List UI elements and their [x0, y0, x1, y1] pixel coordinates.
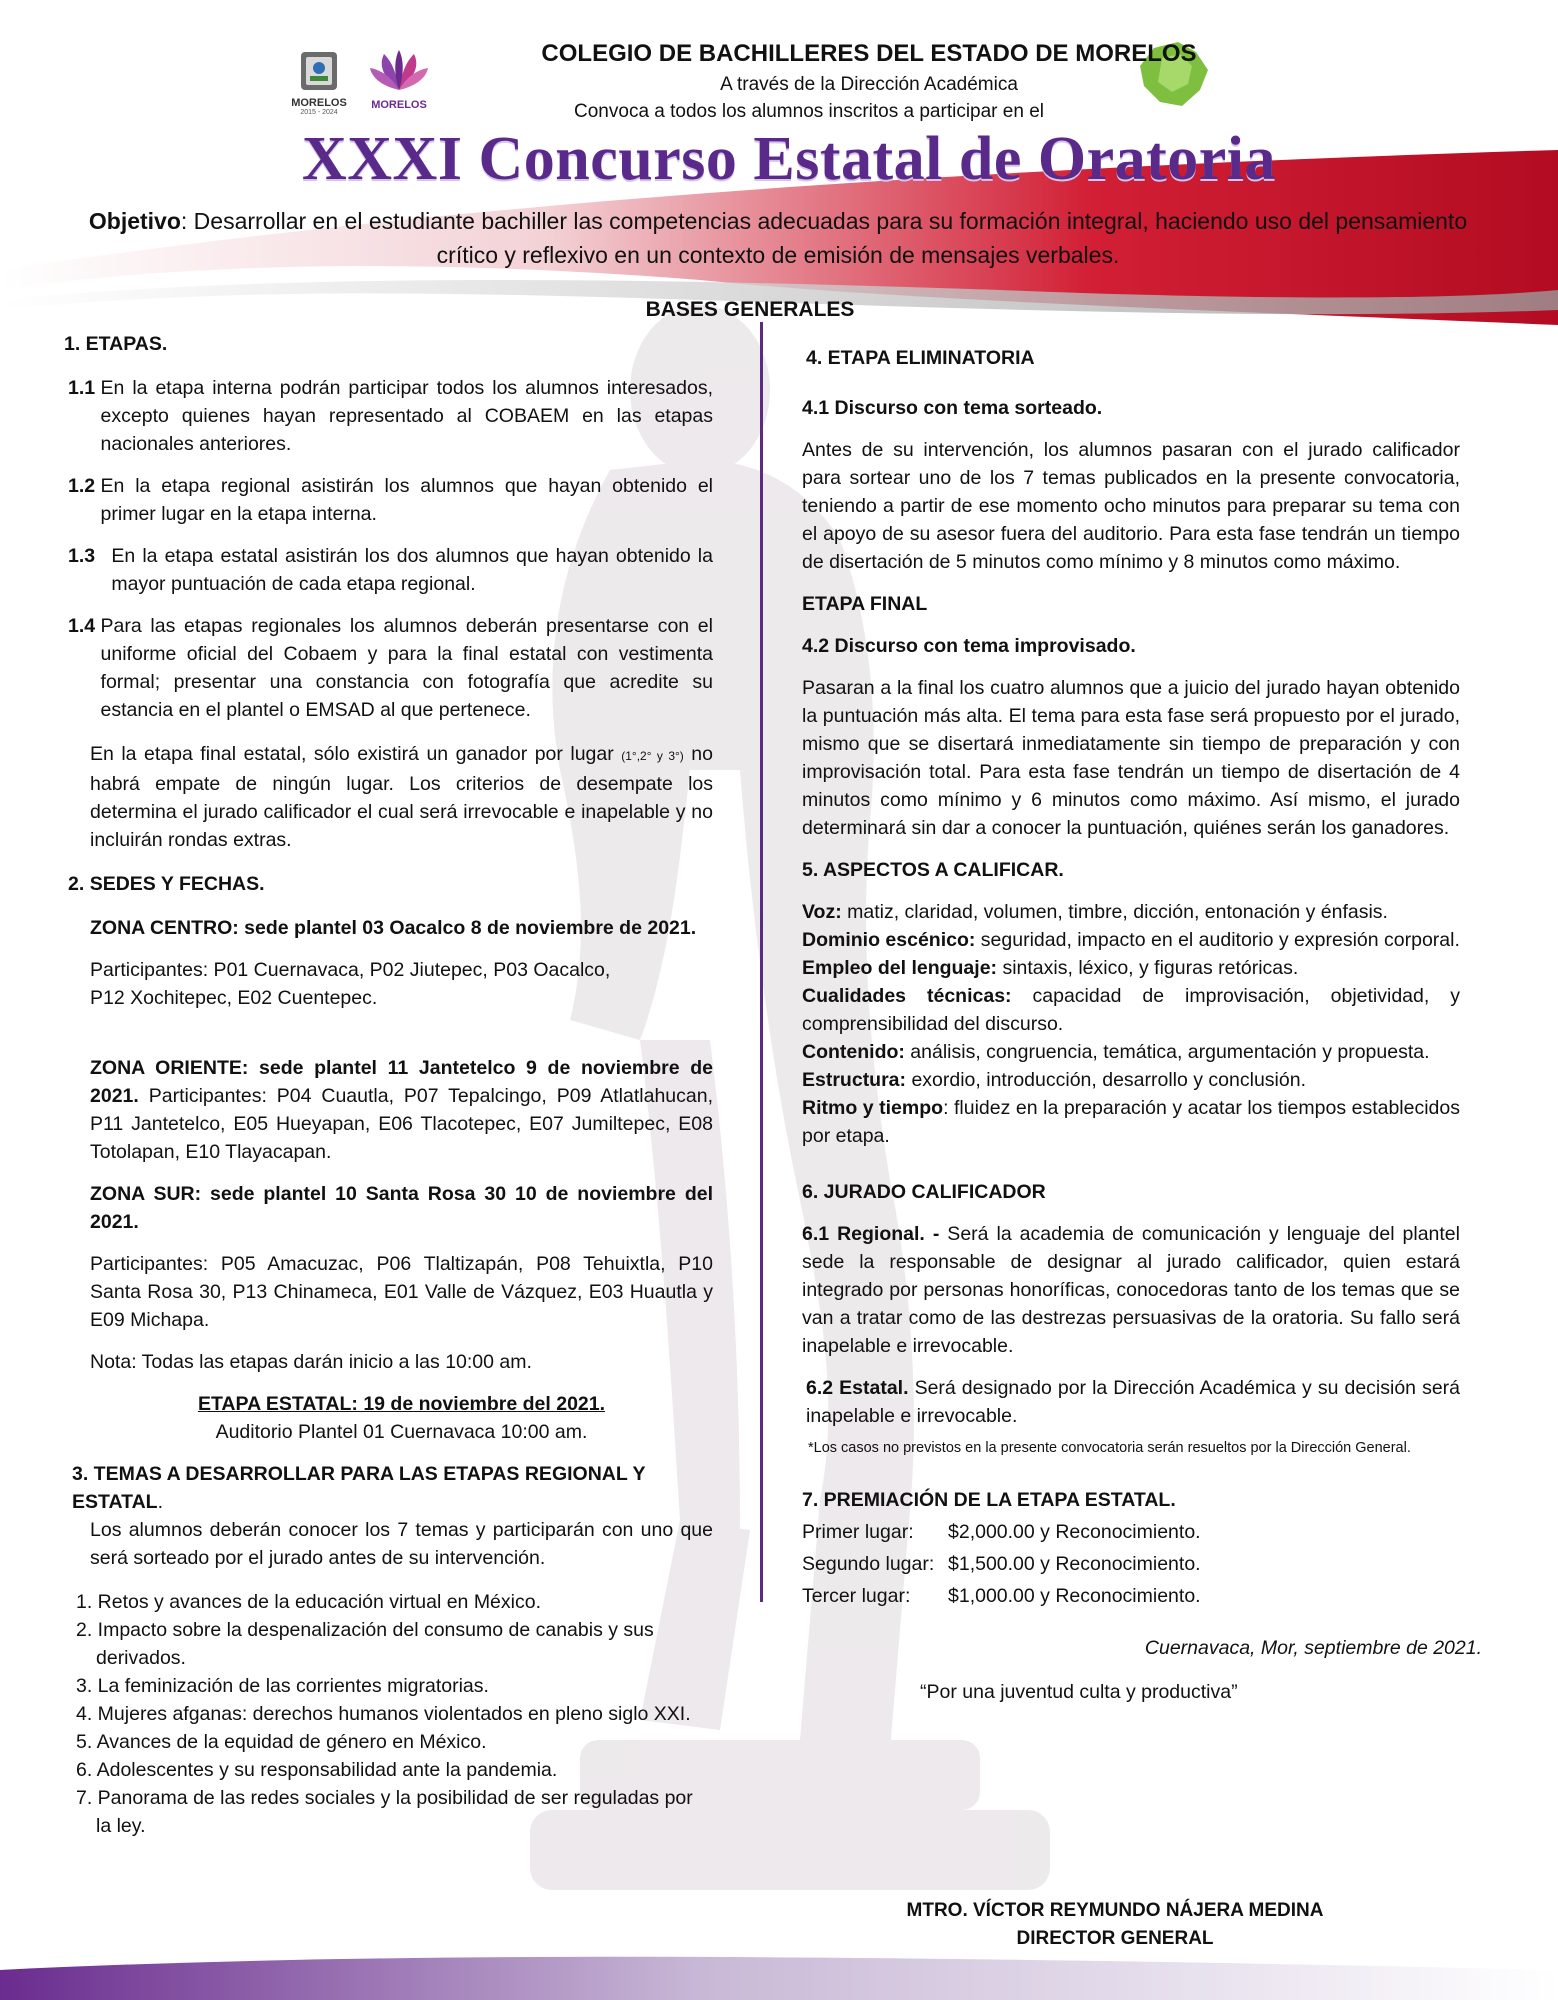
right-column	[802, 344, 1482, 1706]
prize-row	[802, 1580, 1460, 1612]
tema-item: 1. Retos y avances de la educación virtual en México.	[76, 1591, 542, 1613]
signatory-role: DIRECTOR GENERAL	[1016, 1928, 1214, 1949]
item-number: 1.1	[68, 377, 101, 399]
objective-label: Objetivo	[88, 208, 181, 234]
section62-label: 6.2 Estatal.	[806, 1377, 909, 1399]
aspect-text: : fluidez en la preparación y acatar los tiempos establecidos por etapa.	[802, 1097, 1460, 1147]
aspect-label: Dominio escénico:	[802, 929, 976, 951]
place-and-date: Cuernavaca, Mor, septiembre de 2021.	[1144, 1637, 1482, 1659]
section4-title: 4. ETAPA ELIMINATORIA	[806, 347, 1035, 369]
header-subtitle-2: Convoca a todos los alumnos inscritos a participar en el	[574, 101, 1044, 122]
temas-list	[68, 1588, 713, 1840]
section2-title	[68, 870, 713, 898]
prize-label: Primer lugar:	[802, 1521, 914, 1543]
aspect-text: seguridad, impacto en el auditorio y expresión corporal.	[975, 929, 1460, 951]
aspect-label: Voz:	[802, 901, 842, 923]
section42-title: 4.2 Discurso con tema improvisado.	[802, 635, 1136, 657]
section41-title: 4.1 Discurso con tema sorteado.	[802, 397, 1103, 419]
section2-num: 2	[68, 873, 79, 895]
section3-intro: Los alumnos deberán conocer los 7 temas y participarán con uno que será sorteado por el jurado antes de su intervención.	[90, 1519, 713, 1569]
section42-text: Pasaran a la final los cuatro alumnos que a juicio del jurado hayan obtenido la puntuación más alta. El tema para esta fase será propuesto por el jurado, mismo que se disertará inmediatamente sin tiempo de preparación y con improvisación total. Para esta fase tendrán un tiempo de disertación de 4 minutos como mínimo y 6 minutos como máximo. Así mismo, el jurado determinará sin dar a conocer la puntuación, quiénes serán los ganadores.	[802, 677, 1460, 839]
prize-value: $1,000.00 y Reconocimiento.	[948, 1585, 1201, 1607]
tema-item: 2. Impacto sobre la despenalización del consumo de canabis y sus derivados.	[76, 1619, 654, 1669]
start-time-note: Nota: Todas las etapas darán inicio a las 10:00 am.	[90, 1351, 532, 1373]
item-text: En la etapa regional asistirán los alumnos que hayan obtenido el primer lugar en la etapa interna.	[100, 475, 713, 525]
prize-value: $2,000.00 y Reconocimiento.	[948, 1521, 1201, 1543]
item-number: 1.4	[68, 615, 101, 637]
bases-title: BASES GENERALES	[645, 298, 855, 321]
signatory-name: MTRO. VÍCTOR REYMUNDO NÁJERA MEDINA	[906, 1900, 1324, 1921]
tie-rule-places: (1°,2° y 3°)	[621, 749, 684, 763]
aspect-label: Estructura:	[802, 1069, 907, 1091]
logo2-caption: MORELOS	[371, 99, 427, 111]
header-subtitle-1: A través de la Dirección Académica	[720, 74, 1018, 95]
aspect-item	[802, 1066, 1460, 1094]
item-text: En la etapa estatal asistirán los dos alumnos que hayan obtenido la mayor puntuación de cada etapa regional.	[111, 545, 713, 595]
section41-text: Antes de su intervención, los alumnos pasaran con el jurado calificador para sortear uno de los 7 temas publicados en la presente convocatoria, teniendo a partir de ese momento ocho minutos para preparar su tema con el apoyo de su asesor fuera del auditorio. Para esta fase tendrán un tiempo de disertación de 5 minutos como mínimo y 8 minutos como máximo.	[802, 439, 1460, 573]
etapa-estatal-date: ETAPA ESTATAL: 19 de noviembre del 2021.	[197, 1393, 606, 1415]
prize-row	[802, 1548, 1460, 1580]
item-number: 1.2	[68, 475, 101, 497]
item-1-2	[68, 472, 713, 528]
unforeseen-cases-note: *Los casos no previstos en la presente convocatoria serán resueltos por la Dirección General.	[808, 1440, 1411, 1456]
tema-item: 7. Panorama de las redes sociales y la posibilidad de ser reguladas por la ley.	[76, 1787, 693, 1837]
aspect-text: capacidad de improvisación, objetividad, y comprensibilidad del discurso.	[802, 985, 1460, 1035]
aspect-item	[802, 898, 1460, 926]
zona-sur: ZONA SUR: sede plantel 10 Santa Rosa 30 10 de noviembre del 2021.	[90, 1183, 713, 1233]
aspect-label: Empleo del lenguaje:	[802, 957, 998, 979]
motto: “Por una juventud culta y productiva”	[920, 1681, 1238, 1703]
section3-label: 3. TEMAS A DESARROLLAR PARA LAS ETAPAS REGIONAL Y ESTATAL	[72, 1463, 646, 1513]
aspect-label: Cualidades técnicas:	[802, 985, 1012, 1007]
item-text: En la etapa interna podrán participar todos los alumnos interesados, excepto quienes hayan representado al COBAEM en las etapas nacionales anteriores.	[100, 377, 713, 455]
prize-label: Tercer lugar:	[802, 1585, 911, 1607]
section5-title: 5. ASPECTOS A CALIFICAR.	[802, 859, 1064, 881]
prizes	[802, 1516, 1460, 1612]
left-column	[64, 330, 713, 1840]
contest-title: XXXI Concurso Estatal de Oratoria	[302, 125, 1276, 193]
section3-dot: .	[157, 1491, 163, 1513]
signature-block	[880, 1897, 1350, 1953]
objective	[88, 204, 1468, 272]
section1-title: 1. ETAPAS.	[64, 333, 168, 355]
section61-text: Será la academia de comunicación y lenguaje del plantel sede la responsable de designar al jurado calificador, quien estará integrado por personas honoríficas, conocedoras tanto de los temas que se van a tratar como de las destrezas persuasivas de la oratoria. Su fallo será inapelable e irrevocable.	[802, 1223, 1460, 1357]
tie-rule-a: En la etapa final estatal, sólo existirá un ganador por lugar	[90, 743, 622, 765]
aspect-item	[802, 1094, 1460, 1150]
prize-label: Segundo lugar:	[802, 1553, 935, 1575]
zona-oriente-title: ZONA ORIENTE: sede plantel 11 Jantetelco 9 de noviembre de 2021.	[90, 1057, 713, 1107]
footer-bar-decoration	[0, 1950, 1558, 2000]
prize-value: $1,500.00 y Reconocimiento.	[948, 1553, 1201, 1575]
aspect-label: Ritmo y tiempo	[802, 1097, 944, 1119]
objective-text: : Desarrollar en el estudiante bachiller las competencias adecuadas para su formación integral, haciendo uso del pensamiento crítico y reflexivo en un contexto de emisión de mensajes verbales.	[180, 208, 1468, 268]
prize-row	[802, 1516, 1460, 1548]
section7-title: 7. PREMIACIÓN DE LA ETAPA ESTATAL.	[802, 1489, 1176, 1511]
zona-sur-participants: Participantes: P05 Amacuzac, P06 Tlaltizapán, P08 Tehuixtla, P10 Santa Rosa 30, P13 Chinameca, E01 Valle de Vázquez, E03 Huautla y E09 Michapa.	[90, 1253, 713, 1331]
etapa-estatal-venue: Auditorio Plantel 01 Cuernavaca 10:00 am.	[215, 1421, 588, 1443]
section61	[802, 1220, 1460, 1360]
section2-label: . SEDES Y FECHAS.	[78, 873, 265, 895]
aspect-text: exordio, introducción, desarrollo y conclusión.	[906, 1069, 1306, 1091]
aspect-item	[802, 926, 1460, 954]
tema-item: 6. Adolescentes y su responsabilidad ante la pandemia.	[76, 1759, 558, 1781]
aspects-list	[802, 898, 1460, 1150]
tie-rule-b: no habrá empate de ningún lugar. Los criterios de desempate los determina el jurado calificador el cual será irrevocable e inapelable y no incluirán rondas extras.	[90, 743, 713, 851]
zona-centro-participants: Participantes: P01 Cuernavaca, P02 Jiutepec, P03 Oacalco, P12 Xochitepec, E02 Cuentepec.	[90, 959, 611, 1009]
aspect-item	[802, 1038, 1460, 1066]
section61-label: 6.1 Regional. -	[802, 1223, 940, 1245]
aspect-text: análisis, congruencia, temática, argumentación y propuesta.	[904, 1041, 1430, 1063]
zona-centro: ZONA CENTRO: sede plantel 03 Oacalco 8 de noviembre de 2021.	[90, 917, 697, 939]
aspect-item	[802, 954, 1460, 982]
aspect-label: Contenido:	[802, 1041, 905, 1063]
column-divider	[760, 322, 763, 1602]
item-1-1	[68, 374, 713, 458]
tema-item: 3. La feminización de las corrientes migratorias.	[76, 1675, 489, 1697]
item-text: Para las etapas regionales los alumnos deberán presentarse con el uniforme oficial del Cobaem y para la final estatal con vestimenta formal; presentar una constancia con fotografía que acredite su estancia en el plantel o EMSAD al que pertenece.	[100, 615, 713, 721]
aspect-item	[802, 982, 1460, 1038]
item-1-3	[68, 542, 713, 598]
tema-item: 4. Mujeres afganas: derechos humanos violentados en pleno siglo XXI.	[76, 1703, 691, 1725]
logo1-caption: MORELOS	[291, 97, 347, 109]
zona-oriente	[68, 1054, 713, 1166]
zona-oriente-participants: Participantes: P04 Cuautla, P07 Tepalcingo, P09 Atlatlahucan, P11 Jantetelco, E05 Hueyapan, E06 Tlacotepec, E07 Jumiltepec, E08 Totolapan, E10 Tlayacapan.	[90, 1085, 713, 1163]
logo1-years: 2015 - 2024	[300, 109, 338, 116]
organization-name: COLEGIO DE BACHILLERES DEL ESTADO DE MORELOS	[541, 40, 1197, 67]
section62	[802, 1374, 1460, 1430]
tie-rule-note	[68, 740, 713, 854]
section3-title	[72, 1460, 713, 1516]
item-number: 1.3	[68, 545, 112, 567]
section6-title: 6. JURADO CALIFICADOR	[802, 1181, 1046, 1203]
item-1-4	[68, 612, 713, 724]
section62-text: Será designado por la Dirección Académica y su decisión será inapelable e irrevocable.	[806, 1377, 1461, 1427]
aspect-text: sintaxis, léxico, y figuras retóricas.	[997, 957, 1299, 979]
final-stage-title: ETAPA FINAL	[802, 593, 928, 615]
aspect-text: matiz, claridad, volumen, timbre, dicción, entonación y énfasis.	[841, 901, 1388, 923]
tema-item: 5. Avances de la equidad de género en México.	[76, 1731, 487, 1753]
